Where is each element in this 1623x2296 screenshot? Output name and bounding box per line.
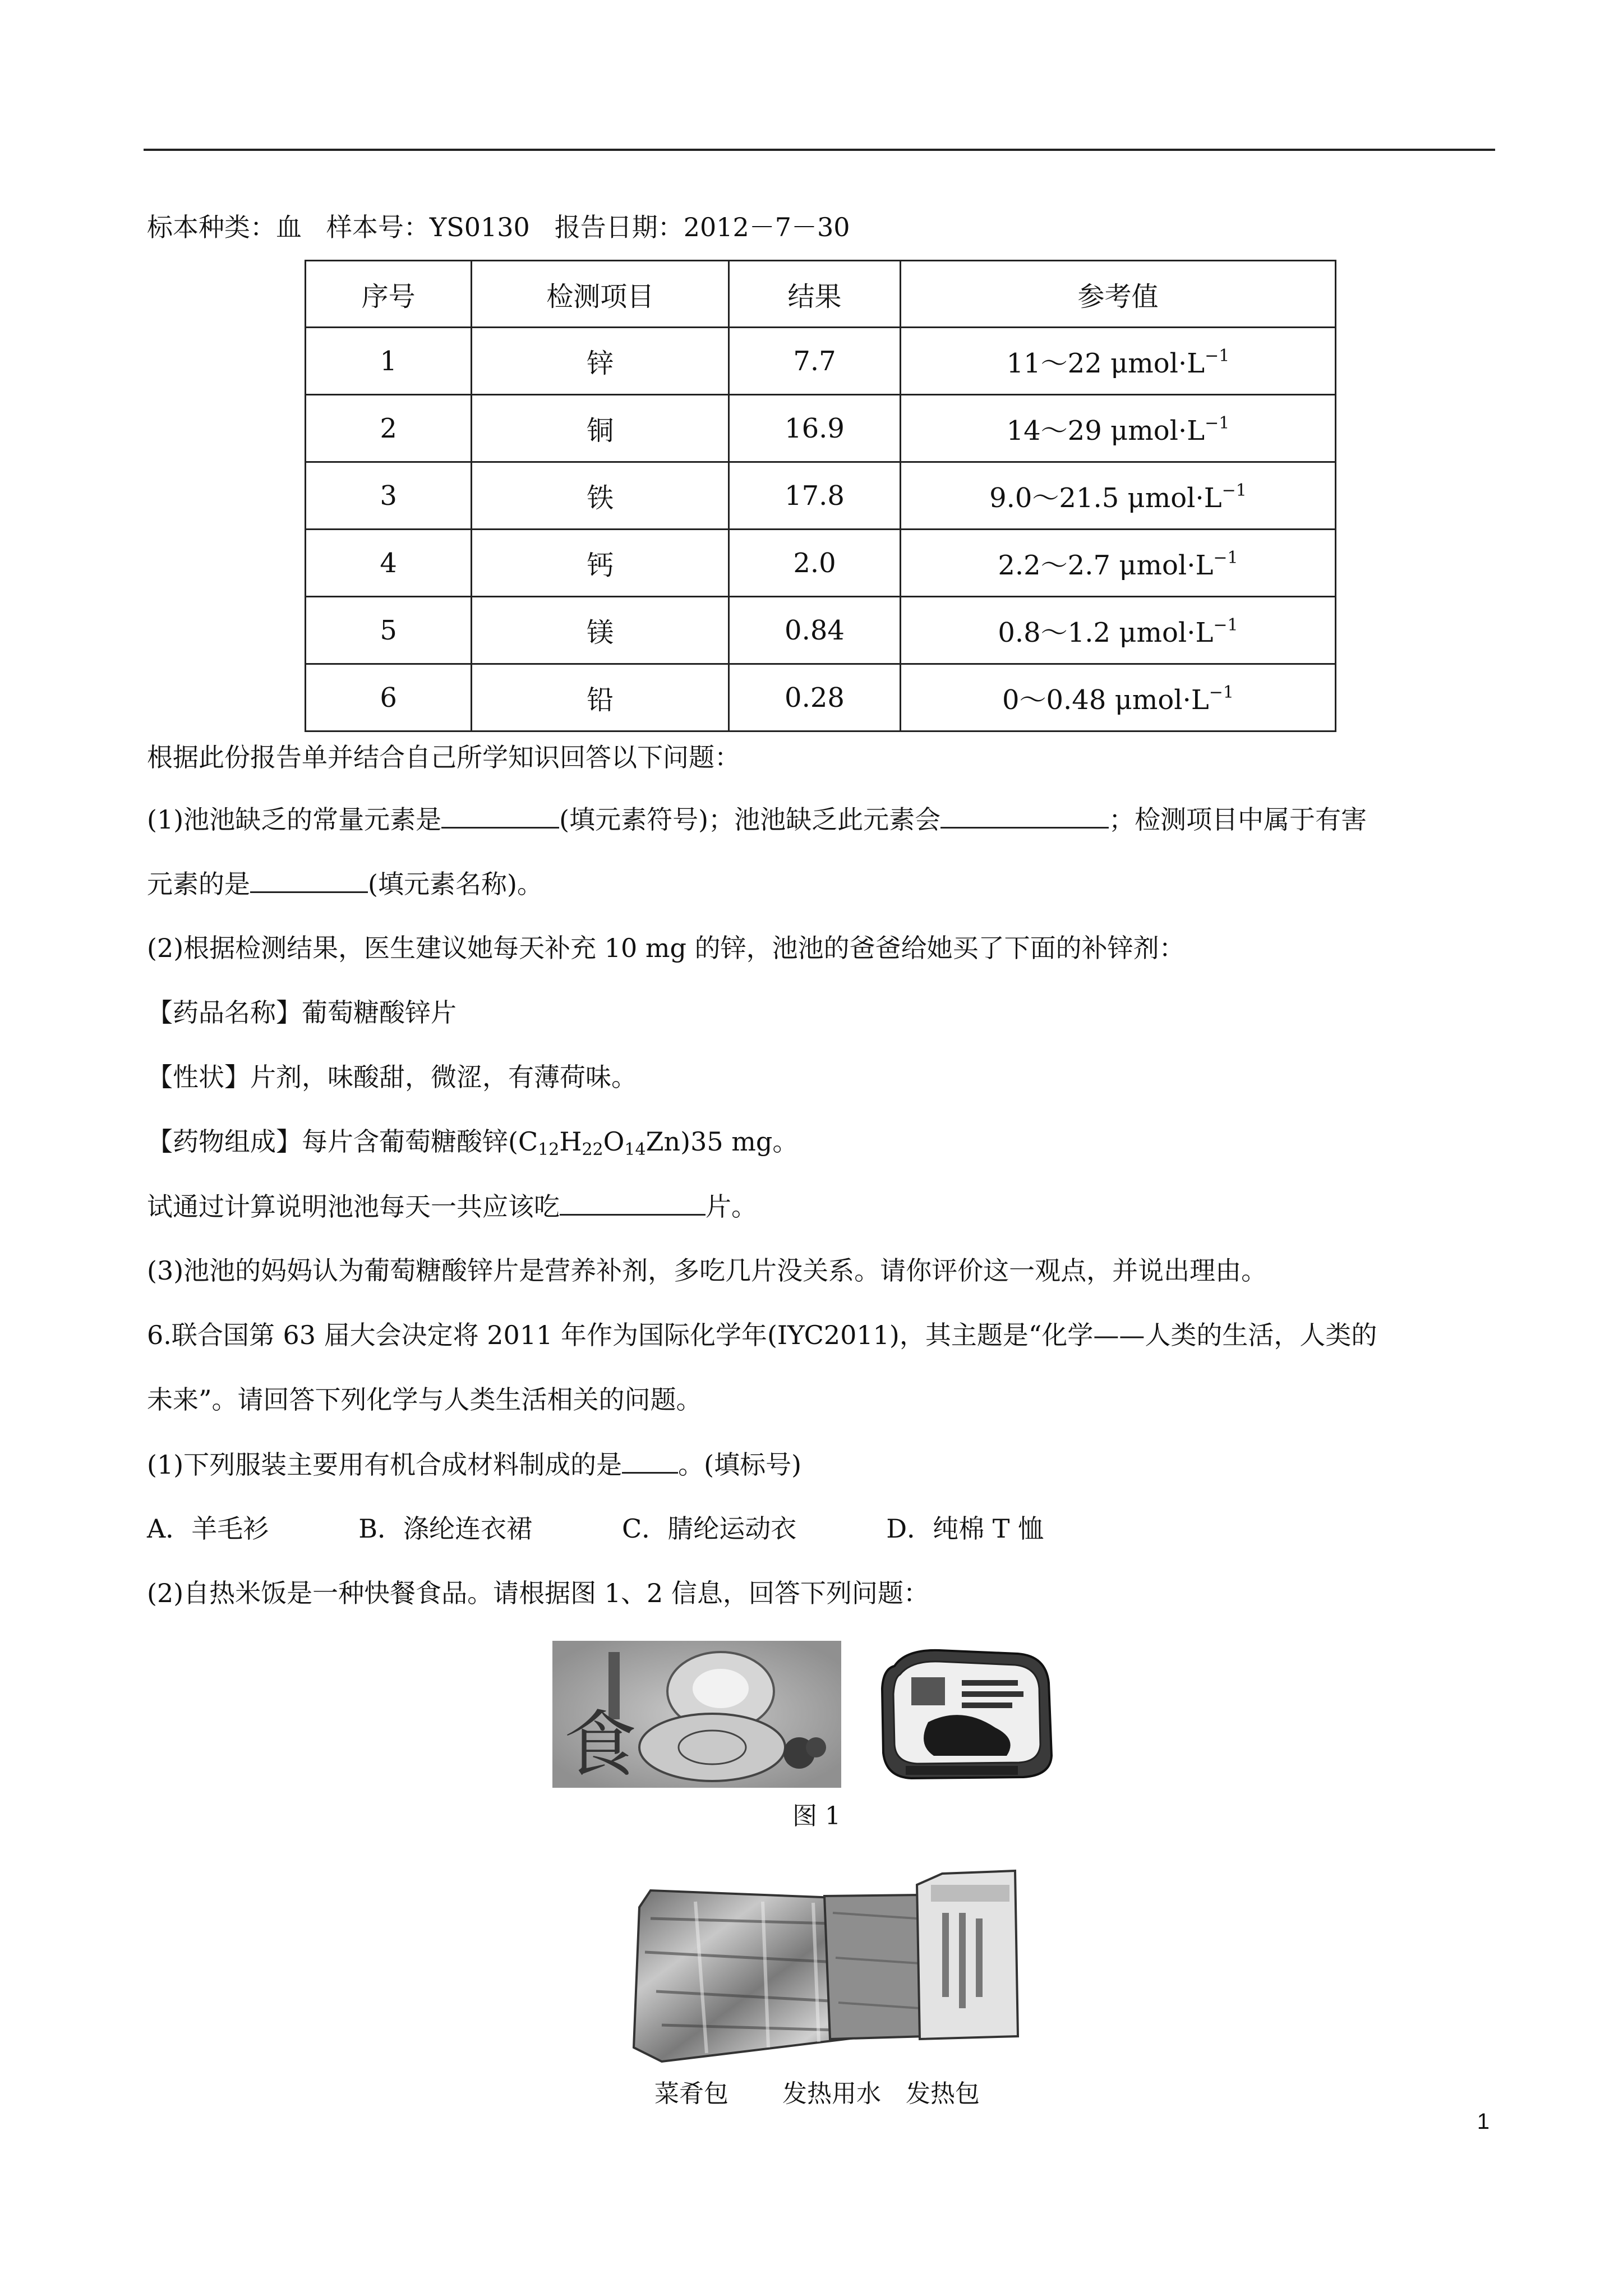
answer-blank[interactable] bbox=[940, 802, 1109, 829]
table-row bbox=[306, 328, 1336, 395]
cell-ref: 0.8～1.2 $\mu mol\cdot L^{-1}$ bbox=[900, 597, 1335, 664]
cell-no: 3 bbox=[306, 462, 472, 530]
question-1-line2: 元素的是 (填元素名称)。 bbox=[147, 867, 543, 901]
cell-no: 5 bbox=[306, 597, 472, 664]
intro-text: 根据此份报告单并结合自己所学知识回答以下问题： bbox=[147, 742, 740, 772]
figure1-photo-left bbox=[552, 1641, 841, 1788]
option-a: A．羊毛衫 bbox=[147, 1513, 269, 1544]
cell-ref: 2.2～2.7 $\mu mol\cdot L^{-1}$ bbox=[900, 530, 1335, 597]
question-3-text: (3)池池的妈妈认为葡萄糖酸锌片是营养补剂，多吃几片没关系。请你评价这一观点，并说出理由。 bbox=[147, 1255, 1267, 1286]
question-6-line1: 6.联合国第 63 届大会决定将 2011 年作为国际化学年(IYC2011)，其主题是“化学——人类的生活，人类的 bbox=[147, 1320, 1377, 1350]
cell-ref: 0～0.48 $\mu mol\cdot L^{-1}$ bbox=[900, 664, 1335, 731]
header-no: 序号 bbox=[306, 261, 472, 328]
answer-blank[interactable] bbox=[622, 1447, 678, 1474]
cell-item: 铅 bbox=[472, 664, 729, 731]
report-header: 标本种类：血 样本号：YS0130 报告日期：2012－7－30 bbox=[147, 212, 850, 242]
figure2-label-heating-water: 发热用水 bbox=[782, 2079, 881, 2108]
cell-no: 6 bbox=[306, 664, 472, 731]
option-b: B．涤纶连衣裙 bbox=[358, 1513, 533, 1544]
header-result: 结果 bbox=[729, 261, 901, 328]
figure1-caption: 图 1 bbox=[792, 1802, 841, 1830]
question-1-line1: (1)池池缺乏的常量元素是 (填元素符号)；池池缺乏此元素会 ；检测项目中属于有害 bbox=[147, 802, 1367, 836]
table-row bbox=[306, 530, 1336, 597]
cell-no: 2 bbox=[306, 395, 472, 462]
lab-report-table bbox=[305, 260, 1336, 732]
cell-result: 7.7 bbox=[729, 328, 901, 395]
cell-result: 0.28 bbox=[729, 664, 901, 731]
table-row bbox=[306, 395, 1336, 462]
header-ref: 参考值 bbox=[900, 261, 1335, 328]
question-6-options bbox=[147, 1512, 1044, 1545]
answer-blank[interactable] bbox=[560, 1189, 706, 1216]
cell-no: 1 bbox=[306, 328, 472, 395]
table-row bbox=[306, 664, 1336, 731]
cell-ref: 11～22 $\mu mol\cdot L^{-1}$ bbox=[900, 328, 1335, 395]
drug-property: 【性状】片剂，味酸甜，微涩，有薄荷味。 bbox=[147, 1062, 637, 1092]
question-6-sub2: (2)自热米饭是一种快餐食品。请根据图 1、2 信息，回答下列问题： bbox=[147, 1578, 929, 1608]
cell-item: 铜 bbox=[472, 395, 729, 462]
cell-result: 16.9 bbox=[729, 395, 901, 462]
page-number: 1 bbox=[1477, 2109, 1490, 2134]
cell-item: 镁 bbox=[472, 597, 729, 664]
cell-ref: 9.0～21.5 $\mu mol\cdot L^{-1}$ bbox=[900, 462, 1335, 530]
question-2-text: (2)根据检测结果，医生建议她每天补充 10 mg 的锌，池池的爸爸给她买了下面的补锌剂： bbox=[147, 933, 1185, 963]
answer-blank[interactable] bbox=[250, 867, 368, 893]
question-6-line2: 未来”。请回答下列化学与人类生活相关的问题。 bbox=[147, 1384, 702, 1415]
header-item: 检测项目 bbox=[472, 261, 729, 328]
cell-item: 铁 bbox=[472, 462, 729, 530]
cell-no: 4 bbox=[306, 530, 472, 597]
option-d: D．纯棉 T 恤 bbox=[886, 1513, 1044, 1544]
table-row bbox=[306, 597, 1336, 664]
figure2-label-heating-pack: 发热包 bbox=[906, 2079, 980, 2108]
figure2-photo bbox=[628, 1868, 1021, 2070]
option-c: C．腈纶运动衣 bbox=[622, 1513, 797, 1544]
cell-result: 2.0 bbox=[729, 530, 901, 597]
drug-name: 【药品名称】葡萄糖酸锌片 bbox=[147, 997, 457, 1028]
cell-item: 钙 bbox=[472, 530, 729, 597]
table-row bbox=[306, 462, 1336, 530]
cell-result: 0.84 bbox=[729, 597, 901, 664]
figure1-photo-right bbox=[872, 1644, 1057, 1784]
header-rule bbox=[144, 149, 1495, 151]
cell-ref: 14～29 $\mu mol\cdot L^{-1}$ bbox=[900, 395, 1335, 462]
table-header-row bbox=[306, 261, 1336, 328]
stamp-character: 食 bbox=[564, 1702, 637, 1787]
question-2-calc: 试通过计算说明池池每天一共应该吃 片。 bbox=[147, 1189, 757, 1223]
cell-item: 锌 bbox=[472, 328, 729, 395]
question-6-sub1: (1)下列服装主要用有机合成材料制成的是 。(填标号) bbox=[147, 1447, 801, 1481]
cell-result: 17.8 bbox=[729, 462, 901, 530]
drug-composition: 【药物组成】每片含葡萄糖酸锌$(C_{12}H_{22}O_{14}Zn)35$ mg。 bbox=[147, 1126, 799, 1159]
answer-blank[interactable] bbox=[441, 802, 559, 829]
figure2-label-dish-pack: 菜肴包 bbox=[654, 2079, 728, 2108]
